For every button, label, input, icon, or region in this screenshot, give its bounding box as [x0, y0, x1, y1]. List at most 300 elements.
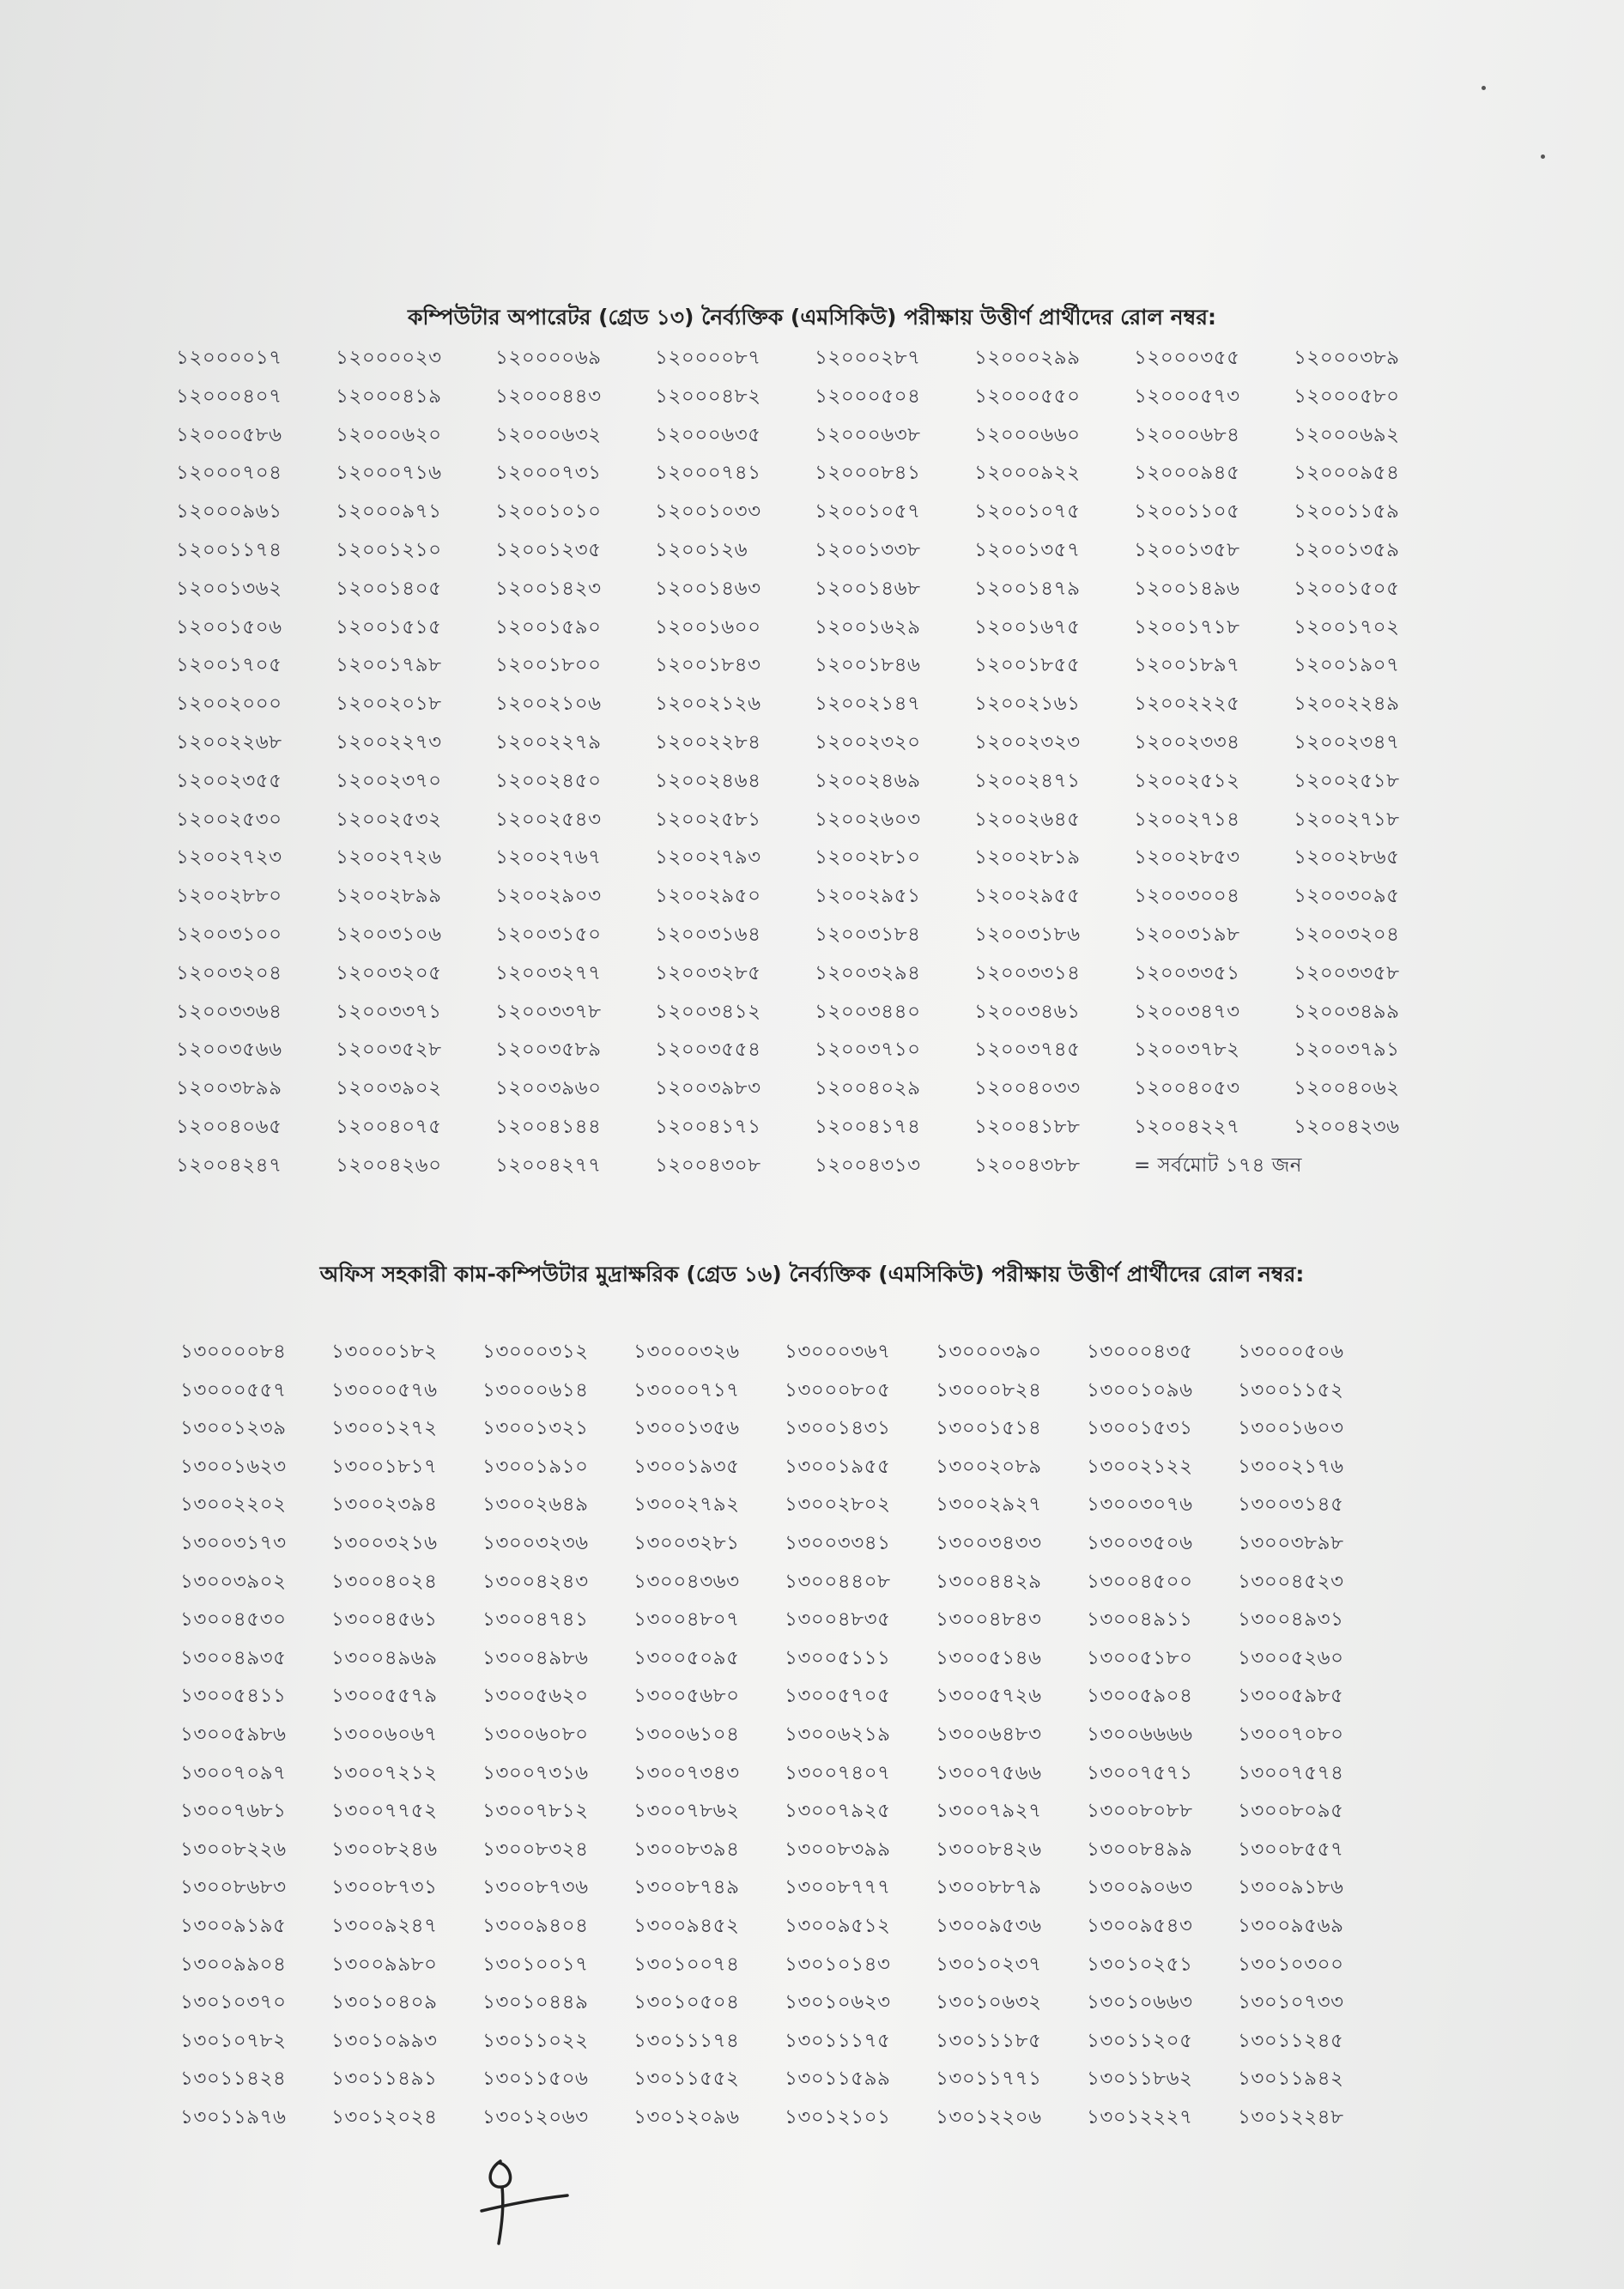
roll-number: ১৩০০৭০৯৭ — [180, 1761, 287, 1784]
roll-number: ১৩০০০৮০৫ — [785, 1378, 891, 1402]
roll-number: ১২০০৩২৯৪ — [815, 961, 921, 984]
roll-number: ১২০০৩১৬৪ — [655, 923, 761, 946]
roll-number: ১৩০০৫১৮০ — [1087, 1646, 1193, 1669]
roll-number: ১৩০০৮৭৭৭ — [785, 1876, 891, 1899]
roll-row — [180, 2101, 1554, 2139]
roll-number: ১৩০১২০৬৩ — [482, 2106, 589, 2129]
roll-number: ১৩০০৪০২৪ — [331, 1570, 438, 1593]
roll-number: ১৩০০৩১৪৫ — [1238, 1493, 1344, 1517]
roll-number: ১২০০১৫০৫ — [1294, 577, 1400, 600]
roll-number: ১৩০০৩৪৩৩ — [936, 1532, 1042, 1554]
roll-number: ১৩০০৭৬৮১ — [180, 1800, 287, 1823]
roll-number: ১২০০২৪৬৯ — [815, 769, 921, 792]
roll-number: ১২০০০০১৭ — [176, 347, 282, 369]
roll-number: ১৩০০৪৭৪১ — [482, 1608, 589, 1632]
roll-number: ১৩০০৮২২৬ — [180, 1838, 287, 1861]
roll-number: ১৩০০৪২৪৩ — [482, 1570, 589, 1593]
roll-number: ১৩০০৯০৬৩ — [1087, 1876, 1193, 1899]
roll-number: ১৩০০০৩২৬ — [633, 1341, 740, 1363]
speck — [1541, 154, 1545, 159]
roll-number: ১২০০৪০৭৫ — [336, 1116, 442, 1138]
roll-number: ১৩০১১২৪৫ — [1238, 2029, 1344, 2052]
roll-number: ১৩০০১২৩৯ — [180, 1417, 287, 1440]
roll-number: ১২০০০৪৪৩ — [495, 385, 602, 408]
roll-number: ১২০০০৩৮৯ — [1294, 347, 1400, 369]
roll-row — [180, 1412, 1554, 1450]
roll-number: ১২০০৩৩৬৪ — [176, 1000, 282, 1023]
roll-number: ১২০০২৫৩০ — [176, 808, 282, 831]
roll-number: ১৩০১১৪৯১ — [331, 2068, 438, 2091]
roll-row — [176, 1149, 1549, 1187]
roll-number: ১২০০৪১৭১ — [655, 1116, 761, 1138]
roll-number: ১২০০০৪৮২ — [655, 385, 761, 408]
roll-number: ১২০০৪২৭৭ — [495, 1154, 602, 1177]
roll-number: ১২০০২৭১৪ — [1134, 808, 1240, 831]
roll-number: ১২০০০৬৬০ — [974, 423, 1081, 446]
roll-row — [176, 495, 1549, 533]
roll-number: ১৩০১০০৭৪ — [633, 1953, 740, 1976]
roll-number: ১২০০২৮৫৩ — [1134, 846, 1240, 869]
roll-number: ১২০০২৮১৯ — [974, 846, 1081, 869]
roll-number: ১২০০২৮৮০ — [176, 885, 282, 908]
roll-number: ১২০০২৩৩৪ — [1134, 731, 1240, 754]
roll-row — [180, 1335, 1554, 1373]
roll-number: ১২০০১৩৫৯ — [1294, 539, 1400, 561]
roll-number: ১২০০০৫৮০ — [1294, 385, 1400, 408]
roll-number: ১২০০৪২৪৭ — [176, 1154, 282, 1177]
total-count: = সর্বমোট ১৭৪ জন — [1134, 1154, 1303, 1177]
roll-number: ১২০০২১০৬ — [495, 693, 602, 716]
roll-number: ১৩০১০৬৩২ — [936, 1991, 1042, 2014]
roll-number: ১২০০০৬৩৫ — [655, 423, 761, 446]
section-heading: অফিস সহকারী কাম-কম্পিউটার মুদ্রাক্ষরিক (গ্রেড ১৬) নৈর্ব্যক্তিক (এমসিকিউ) পরীক্ষায় উত্তীর্ণ প্রার্থীদের রোল নম্বর: — [319, 1262, 1305, 1287]
roll-number: ১৩০০৮৮৭৯ — [936, 1876, 1042, 1899]
roll-number: ১২০০২১২৬ — [655, 693, 761, 716]
roll-number: ১৩০০৯৫৪৩ — [1087, 1915, 1193, 1937]
roll-number: ১২০০৩৭১০ — [815, 1039, 921, 1062]
roll-number: ১৩০১০৬২৩ — [785, 1991, 891, 2014]
roll-row — [180, 1795, 1554, 1832]
roll-number: ১২০০৪২৬০ — [336, 1154, 442, 1177]
roll-number: ১২০০২৩৭০ — [336, 769, 442, 792]
roll-number: ১৩০০০৭১৭ — [633, 1378, 740, 1402]
roll-number: ১৩০০০৫৫৭ — [180, 1378, 287, 1402]
roll-number: ১২০০৩৫৮৯ — [495, 1039, 602, 1062]
roll-number: ১২০০১০৫৭ — [815, 500, 921, 524]
roll-number: ১২০০১৪৬৩ — [655, 577, 761, 600]
roll-number: ১২০০৩৪৪০ — [815, 1000, 921, 1023]
roll-number: ১২০০১৮৯৭ — [1134, 654, 1240, 677]
roll-number: ১২০০১৭১৮ — [1134, 615, 1240, 639]
roll-number: ১৩০০১৩৫৬ — [633, 1417, 740, 1440]
roll-number: ১২০০০৭০৪ — [176, 462, 282, 485]
roll-row — [180, 1488, 1554, 1526]
roll-number: ১২০০১০৭৫ — [974, 500, 1081, 524]
roll-number: ১২০০৩৪৯৯ — [1294, 1000, 1400, 1023]
roll-number: ১৩০০৮৫৫৭ — [1238, 1838, 1344, 1861]
roll-number: ১৩০১০২৫১ — [1087, 1953, 1193, 1976]
roll-number: ১৩০০২৩৯৪ — [331, 1493, 438, 1517]
roll-number: ১২০০৪০৬৫ — [176, 1116, 282, 1138]
roll-number: ১৩০১১৯৭৬ — [180, 2106, 287, 2129]
roll-number: ১৩০০৭৪০৭ — [785, 1761, 891, 1784]
roll-number: ১৩০০৯৯৮০ — [331, 1953, 438, 1976]
roll-number: ১৩০১১১৮৫ — [936, 2029, 1042, 2052]
roll-number: ১৩০০১৩২১ — [482, 1417, 589, 1440]
roll-number: ১৩০০৩২১৬ — [331, 1532, 438, 1554]
roll-number: ১৩০০৮০৯৫ — [1238, 1800, 1344, 1823]
roll-row — [180, 1603, 1554, 1641]
roll-number: ১৩০০০১৮২ — [331, 1341, 438, 1363]
roll-number: ১২০০১৫৯০ — [495, 615, 602, 639]
roll-number: ১২০০১৩৬২ — [176, 577, 282, 600]
roll-number: ১২০০২৮৯৯ — [336, 885, 442, 908]
roll-number: ১৩০০১১৫২ — [1238, 1378, 1344, 1402]
roll-number: ১২০০০৫৭৩ — [1134, 385, 1240, 408]
roll-number: ১২০০১৯০৭ — [1294, 654, 1400, 677]
roll-number: ১৩০০৬০৬৭ — [331, 1723, 438, 1746]
roll-number: ১২০০১১৫৯ — [1294, 500, 1400, 524]
roll-number: ১৩০০৮৪৯৯ — [1087, 1838, 1193, 1861]
roll-number: ১৩০০৪৯৩৫ — [180, 1646, 287, 1669]
roll-number: ১২০০২৩২৩ — [974, 731, 1081, 754]
roll-number: ১৩০১০১৪৩ — [785, 1953, 891, 1976]
roll-number: ১৩০০৮৩৯৪ — [633, 1838, 740, 1861]
roll-number: ১২০০২৮১০ — [815, 846, 921, 869]
roll-number: ১২০০০৬২০ — [336, 423, 442, 446]
roll-number: ১২০০৩৭৯১ — [1294, 1039, 1400, 1062]
roll-number: ১৩০১২১০১ — [785, 2106, 891, 2129]
roll-number: ১৩০০১৫১৪ — [936, 1417, 1042, 1440]
roll-number: ১২০০৩৩৫৮ — [1294, 961, 1400, 984]
roll-row — [180, 1642, 1554, 1680]
roll-number: ১২০০২৩৪৭ — [1294, 731, 1400, 754]
roll-number: ১৩০০৫৭২৬ — [936, 1685, 1042, 1708]
roll-row — [176, 380, 1549, 418]
roll-number: ১২০০২২৪৯ — [1294, 693, 1400, 716]
roll-number: ১৩০০৩৩৪১ — [785, 1532, 891, 1554]
roll-number: ১২০০৩৩৭১ — [336, 1000, 442, 1023]
roll-number: ১৩০০৪৯৬৯ — [331, 1646, 438, 1669]
roll-number: ১৩০০১৯১০ — [482, 1455, 589, 1478]
roll-number: ১২০০৪০৬২ — [1294, 1077, 1400, 1100]
roll-number: ১২০০৩৩৫১ — [1134, 961, 1240, 984]
roll-number: ১৩০০৪৯৮৬ — [482, 1646, 589, 1669]
roll-number: ১৩০১০৪৪৯ — [482, 1991, 589, 2014]
roll-row — [176, 649, 1549, 687]
roll-number: ১৩০০৯৪০৪ — [482, 1915, 589, 1937]
roll-number: ১৩০০৩২৩৬ — [482, 1532, 589, 1554]
roll-number: ১৩০০৪৯১১ — [1087, 1608, 1193, 1632]
roll-number: ১৩০০৪৫০০ — [1087, 1570, 1193, 1593]
roll-number: ১৩০১১৮৬২ — [1087, 2068, 1193, 2091]
roll-number: ১২০০১১০৫ — [1134, 500, 1240, 524]
roll-number: ১২০০১৮৫৫ — [974, 654, 1081, 677]
roll-number: ১২০০১৪৬৮ — [815, 577, 921, 600]
roll-number: ১৩০০৫১৪৬ — [936, 1646, 1042, 1669]
roll-number: ১২০০০৬৩২ — [495, 423, 602, 446]
roll-row — [176, 880, 1549, 917]
roll-number: ১২০০১২৬ — [655, 539, 748, 561]
roll-row — [176, 419, 1549, 457]
roll-number: ১৩০০৩২৮১ — [633, 1532, 740, 1554]
roll-number: ১২০০০২৮৭ — [815, 347, 921, 369]
roll-number: ১৩০০৫০৯৫ — [633, 1646, 740, 1669]
roll-number: ১৩০১১৫৫২ — [633, 2068, 740, 2091]
roll-number: ১২০০৪২২৭ — [1134, 1116, 1240, 1138]
roll-number: ১৩০০৭৮১২ — [482, 1800, 589, 1823]
roll-number: ১২০০৩২০৪ — [1294, 923, 1400, 946]
roll-number: ১৩০০০৩৬৭ — [785, 1341, 891, 1363]
roll-number: ১৩০০০৮২৪ — [936, 1378, 1042, 1402]
roll-number: ১২০০২৬৪৫ — [974, 808, 1081, 831]
roll-number: ১৩০০৮৭৩৬ — [482, 1876, 589, 1899]
roll-number: ১৩০০৩০৭৬ — [1087, 1493, 1193, 1517]
roll-number: ১২০০২২৭৩ — [336, 731, 442, 754]
roll-number: ১২০০২৫৮১ — [655, 808, 761, 831]
roll-number: ১৩০১০৬৬৩ — [1087, 1991, 1193, 2014]
roll-number: ১৩০০১৬০৩ — [1238, 1417, 1344, 1440]
roll-number: ১৩০০১৬২৩ — [180, 1455, 287, 1478]
roll-number: ১৩০০০৩১২ — [482, 1341, 589, 1363]
roll-number: ১৩০০৭৩১৬ — [482, 1761, 589, 1784]
roll-number: ১৩০১০২৩৭ — [936, 1953, 1042, 1976]
roll-number: ১৩০০৩৫০৬ — [1087, 1532, 1193, 1554]
roll-number: ১২০০২৩৫৫ — [176, 769, 282, 792]
roll-number: ১৩০০৮৬৮৩ — [180, 1876, 287, 1899]
roll-number: ১৩০০৫২৬০ — [1238, 1646, 1344, 1669]
roll-number: ১২০০০৮৪১ — [815, 462, 921, 485]
roll-row — [176, 572, 1549, 610]
roll-number: ১৩০০২২০২ — [180, 1493, 287, 1517]
roll-number: ১৩০০৯৪৫২ — [633, 1915, 740, 1937]
roll-number: ১২০০১৮৪৬ — [815, 654, 921, 677]
roll-number: ১২০০২৯৫০ — [655, 885, 761, 908]
roll-number: ১৩০০৫৯৮৫ — [1238, 1685, 1344, 1708]
roll-number: ১২০০০৭৩১ — [495, 462, 602, 485]
roll-number: ১২০০০৭১৬ — [336, 462, 442, 485]
roll-number: ১২০০৪০৫৩ — [1134, 1077, 1240, 1100]
roll-number: ১২০০২৭৯৩ — [655, 846, 761, 869]
roll-number: ১২০০৩৯৮৩ — [655, 1077, 761, 1100]
roll-number: ১২০০২৯৫১ — [815, 885, 921, 908]
roll-row — [180, 1910, 1554, 1947]
roll-number: ১২০০২৯৫৫ — [974, 885, 1081, 908]
roll-row — [180, 1527, 1554, 1565]
roll-number: ১৩০০২৭৯২ — [633, 1493, 740, 1517]
roll-number: ১৩০০২৬৪৯ — [482, 1493, 589, 1517]
roll-number: ১৩০০১২৭২ — [331, 1417, 438, 1440]
roll-number: ১২০০২৫১২ — [1134, 769, 1240, 792]
roll-number: ১৩০০৪৪০৮ — [785, 1570, 891, 1593]
roll-number: ১৩০০৫৪১১ — [180, 1685, 287, 1708]
roll-number: ১৩০০৯২৪৭ — [331, 1915, 438, 1937]
roll-number: ১২০০৩২০৪ — [176, 961, 282, 984]
roll-number: ১৩০০০৫৭৬ — [331, 1378, 438, 1402]
roll-number: ১২০০০৪১৯ — [336, 385, 442, 408]
roll-number: ১৩০০৮৩৯৯ — [785, 1838, 891, 1861]
roll-number: ১২০০১২১০ — [336, 539, 442, 561]
roll-number: ১৩০০৫৯০৪ — [1087, 1685, 1193, 1708]
roll-number: ১৩০০০৩৯০ — [936, 1341, 1042, 1363]
roll-number: ১৩০০৭২১২ — [331, 1761, 438, 1784]
roll-number: ১৩০০৮০৮৮ — [1087, 1800, 1193, 1823]
roll-number: ১২০০৪৩৮৮ — [974, 1154, 1081, 1177]
roll-row — [180, 2025, 1554, 2062]
roll-number: ১২০০৩৫২৮ — [336, 1039, 442, 1062]
roll-number: ১২০০৪০২৯ — [815, 1077, 921, 1100]
roll-number: ১৩০০৫১১১ — [785, 1646, 891, 1669]
roll-number: ১৩০০৭৯২৭ — [936, 1800, 1042, 1823]
roll-number: ১২০০৩১০৬ — [336, 923, 442, 946]
roll-number: ১২০০১৫১৫ — [336, 615, 442, 639]
roll-number: ১৩০০৭৫৬৬ — [936, 1761, 1042, 1784]
roll-number: ১৩০০২১৭৬ — [1238, 1455, 1344, 1478]
roll-number: ১২০০০৭৪১ — [655, 462, 761, 485]
roll-number: ১২০০১৭০৫ — [176, 654, 282, 677]
signature — [476, 2154, 571, 2249]
roll-number: ১২০০৩২০৫ — [336, 961, 442, 984]
roll-number: ১২০০২৮৬৫ — [1294, 846, 1400, 869]
roll-number: ১২০০৪১৮৮ — [974, 1116, 1081, 1138]
roll-row — [176, 803, 1549, 841]
roll-number: ১২০০০৯৪৫ — [1134, 462, 1240, 485]
roll-number: ১২০০০৫৫০ — [974, 385, 1081, 408]
roll-number: ১২০০৩০৯৫ — [1294, 885, 1400, 908]
roll-number: ১২০০৩৯০২ — [336, 1077, 442, 1100]
roll-number: ১২০০৪১৭৪ — [815, 1116, 921, 1138]
roll-number: ১২০০০৯৬১ — [176, 500, 282, 524]
roll-number: ১৩০০৯১৯৫ — [180, 1915, 287, 1937]
roll-number: ১২০০২২৮৪ — [655, 731, 761, 754]
roll-number: ১৩০০০৫০৬ — [1238, 1341, 1344, 1363]
roll-number: ১৩০১২০৯৬ — [633, 2106, 740, 2129]
roll-row — [176, 726, 1549, 764]
roll-number: ১৩০০৪৪২৯ — [936, 1570, 1042, 1593]
roll-number: ১৩০০৩৮৯৮ — [1238, 1532, 1344, 1554]
roll-number: ১৩০০৯৫৬৯ — [1238, 1915, 1344, 1937]
roll-number: ১২০০১৪৭৯ — [974, 577, 1081, 600]
roll-number: ১৩০০৭৯২৫ — [785, 1800, 891, 1823]
roll-number: ১২০০২৫৩২ — [336, 808, 442, 831]
roll-number: ১২০০৩৪৭৩ — [1134, 1000, 1240, 1023]
roll-number: ১৩০০৫৫৭৯ — [331, 1685, 438, 1708]
roll-row — [176, 611, 1549, 649]
roll-number: ১৩০০৩৯০২ — [180, 1570, 287, 1593]
roll-row — [180, 1757, 1554, 1795]
roll-number: ১২০০০০৮৭ — [655, 347, 761, 369]
roll-number: ১৩০১১২০৫ — [1087, 2029, 1193, 2052]
roll-number: ১২০০২১৪৭ — [815, 693, 921, 716]
roll-number: ১৩০০১০৯৬ — [1087, 1378, 1193, 1402]
roll-number: ১২০০৩৪৬১ — [974, 1000, 1081, 1023]
roll-number: ১৩০০৬২১৯ — [785, 1723, 891, 1746]
roll-row — [176, 1072, 1549, 1110]
section-heading: কম্পিউটার অপারেটর (গ্রেড ১৩) নৈর্ব্যক্তিক (এমসিকিউ) পরীক্ষায় উত্তীর্ণ প্রার্থীদের রোল নম্বর: — [407, 305, 1217, 330]
roll-number: ১৩০০৯৫৩৬ — [936, 1915, 1042, 1937]
roll-number: ১২০০১৬৭৫ — [974, 615, 1081, 639]
roll-number: ১২০০৪০৩৩ — [974, 1077, 1081, 1100]
roll-number: ১২০০০৩৫৫ — [1134, 347, 1240, 369]
roll-number: ১২০০০০৬৯ — [495, 347, 602, 369]
roll-number: ১২০০৩১৯৮ — [1134, 923, 1240, 946]
roll-number: ১৩০০৯৫১২ — [785, 1915, 891, 1937]
roll-number: ১২০০৪২৩৬ — [1294, 1116, 1400, 1138]
roll-number: ১৩০০৪৩৬৩ — [633, 1570, 740, 1593]
roll-number: ১৩০০২১২২ — [1087, 1455, 1193, 1478]
roll-number: ১২০০১৪৯৬ — [1134, 577, 1240, 600]
roll-number: ১৩০১২২০৬ — [936, 2106, 1042, 2129]
roll-number: ১৩০০৬৬৬৬ — [1087, 1723, 1193, 1746]
roll-row — [180, 1450, 1554, 1488]
roll-number: ১২০০০৫৮৬ — [176, 423, 282, 446]
roll-number: ১৩০০৩১৭৩ — [180, 1532, 287, 1554]
roll-number: ১৩০১২০২৪ — [331, 2106, 438, 2129]
roll-row — [180, 1565, 1554, 1603]
roll-number: ১২০০২৪৫০ — [495, 769, 602, 792]
roll-number: ১৩০০৪৮৩৫ — [785, 1608, 891, 1632]
roll-number: ১২০০২৫১৮ — [1294, 769, 1400, 792]
roll-number: ১২০০২২২৫ — [1134, 693, 1240, 716]
roll-number: ১৩০০৮২৪৬ — [331, 1838, 438, 1861]
roll-number: ১২০০০৬৩৮ — [815, 423, 921, 446]
roll-number: ১৩০০৫৭০৫ — [785, 1685, 891, 1708]
roll-number: ১২০০৩২৭৭ — [495, 961, 602, 984]
speck — [1482, 86, 1486, 90]
roll-number: ১২০০৩৯৬০ — [495, 1077, 602, 1100]
roll-row — [176, 996, 1549, 1033]
roll-number: ১২০০১২৩৫ — [495, 539, 602, 561]
roll-number: ১৩০১১৫০৬ — [482, 2068, 589, 2091]
roll-number: ১৩০০৪৮৪৩ — [936, 1608, 1042, 1632]
roll-number: ১৩০০৫৬২০ — [482, 1685, 589, 1708]
roll-number: ১২০০১৭৯৮ — [336, 654, 442, 677]
roll-row — [180, 1718, 1554, 1756]
roll-row — [180, 1833, 1554, 1871]
roll-number: ১২০০১০৩৩ — [655, 500, 761, 524]
roll-number: ১৩০০৮৩২৪ — [482, 1838, 589, 1861]
roll-number: ১২০০৩১৮৪ — [815, 923, 921, 946]
roll-number: ১৩০০৯১৮৬ — [1238, 1876, 1344, 1899]
roll-number: ১২০০৩২৮৫ — [655, 961, 761, 984]
roll-number: ১৩০০৮৪২৬ — [936, 1838, 1042, 1861]
roll-number: ১৩০১২২২৭ — [1087, 2106, 1193, 2129]
roll-row — [176, 957, 1549, 995]
roll-number: ১২০০০৯৭১ — [336, 500, 442, 524]
roll-number: ১৩০০৪৫৩০ — [180, 1608, 287, 1632]
roll-row — [176, 1033, 1549, 1071]
roll-number: ১২০০১৩৩৮ — [815, 539, 921, 561]
roll-number: ১৩০০৮৭৪৯ — [633, 1876, 740, 1899]
roll-number: ১২০০৩১০০ — [176, 923, 282, 946]
roll-number: ১২০০৩০০৪ — [1134, 885, 1240, 908]
roll-number: ১২০০২৩২০ — [815, 731, 921, 754]
roll-number: ১৩০০১৯৩৫ — [633, 1455, 740, 1478]
roll-number: ১২০০৩৭৮২ — [1134, 1039, 1240, 1062]
roll-number: ১২০০১৩৫৮ — [1134, 539, 1240, 561]
roll-number: ১৩০০৭৭৫২ — [331, 1800, 438, 1823]
roll-number: ১৩০১১০২২ — [482, 2029, 589, 2052]
roll-number: ১৩০১২২৪৮ — [1238, 2106, 1344, 2129]
roll-number: ১২০০২৪৬৪ — [655, 769, 761, 792]
roll-number: ১২০০০৯২২ — [974, 462, 1081, 485]
roll-number: ১২০০১৬০০ — [655, 615, 761, 639]
roll-number: ১৩০১১৯৪২ — [1238, 2068, 1344, 2091]
roll-row — [176, 918, 1549, 956]
roll-number: ১২০০৩৮৯৯ — [176, 1077, 282, 1100]
roll-row — [176, 534, 1549, 572]
roll-number: ১৩০০৫৯৮৬ — [180, 1723, 287, 1746]
